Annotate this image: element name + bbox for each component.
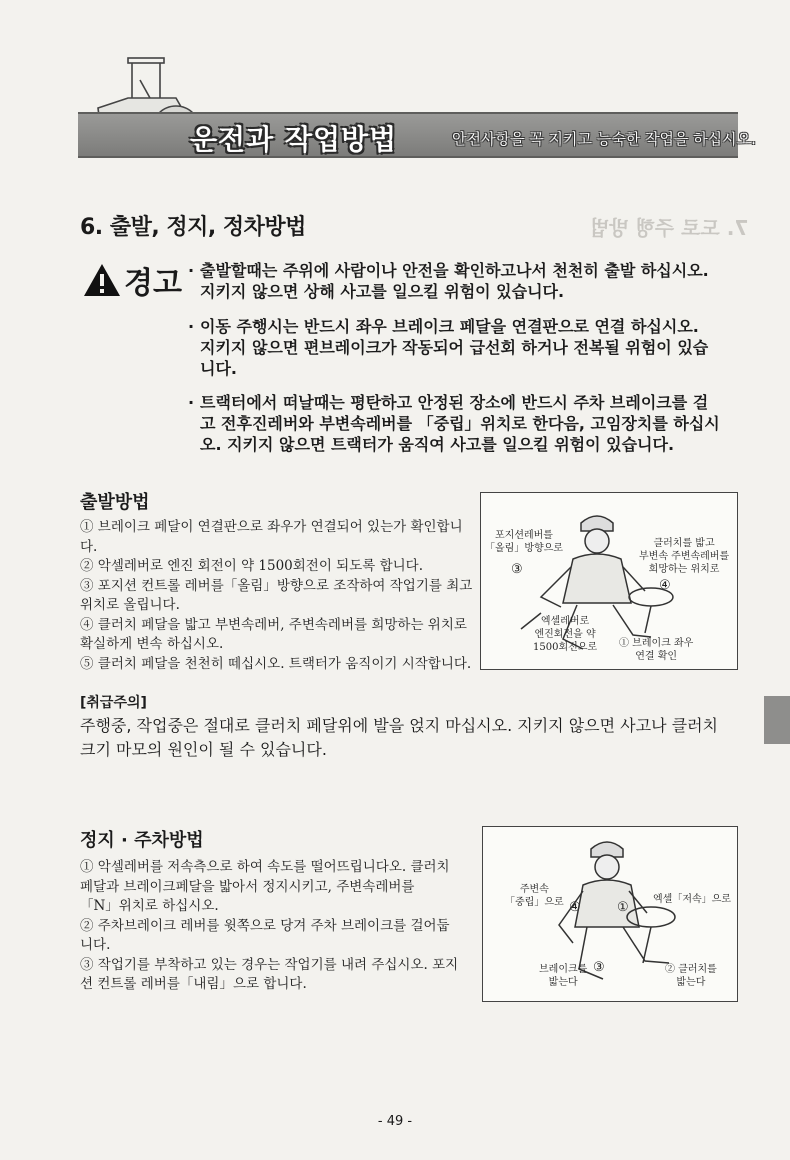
figure-label-accel: 엑셀레버로 엔진회전을 약 1500회전으로 (533, 616, 598, 653)
warning-bullet: · (188, 393, 195, 412)
figure-label-main-shift: 주변속 「중립」으로 (505, 884, 564, 908)
caution-line: 주행중, 작업중은 절대로 클러치 페달위에 발을 얹지 마십시오. 지키지 않으면 사고나 클러치 (80, 716, 718, 735)
start-procedure-steps (80, 518, 480, 674)
step-line: 션 컨트롤 레버를「내림」으로 합니다. (80, 976, 307, 992)
step-line: ① 브레이크 페달이 연결판으로 좌우가 연결되어 있는가 확인합니 (80, 519, 463, 535)
warning-bullet: · (188, 261, 195, 280)
caution-title: [취급주의] (80, 695, 147, 711)
step-line: 위치로 올립니다. (80, 597, 180, 613)
warning-text: 지키지 않으면 상해 사고를 일으킬 위험이 있습니다. (200, 282, 565, 301)
figure-marker-4: ④ (569, 900, 581, 915)
step-line: 「N」위치로 하십시오. (80, 898, 219, 914)
step-line: 니다. (80, 937, 111, 953)
warning-text: 트랙터에서 떠날때는 평탄하고 안정된 장소에 반드시 주차 브레이크를 걸 (200, 393, 709, 412)
figure-marker-3: ③ (511, 562, 523, 577)
stop-procedure-figure (482, 826, 738, 1002)
step-line: 다. (80, 538, 98, 555)
stop-procedure-steps (80, 858, 480, 995)
warning-item-3 (188, 392, 740, 455)
figure-label-position-lever: 포지션레버를 「올림」방향으로 (485, 530, 563, 554)
section-title: 6. 출발, 정지, 정차방법 (80, 215, 306, 240)
warning-item-2 (188, 316, 740, 379)
warning-item-1 (188, 260, 740, 302)
warning-text: 지키지 않으면 편브레이크가 작동되어 급선회 하거나 전복될 위험이 있습 (200, 338, 709, 357)
header-subtitle: 안전사항을 꼭 지키고 능숙한 작업을 하십시오. (452, 130, 756, 148)
step-line: 페달과 브레이크페달을 밟아서 정지시키고, 주변속레버를 (80, 878, 415, 895)
bleed-through-heading: 7. 도로 주행 방법 (590, 216, 749, 240)
caution-line: 크기 마모의 원인이 될 수 있습니다. (80, 740, 327, 759)
operator-illustration (481, 493, 737, 669)
warning-text: 오. 지키지 않으면 트랙터가 움직여 사고를 일으킬 위험이 있습니다. (200, 435, 675, 454)
warning-text: 출발할때는 주위에 사람이나 안전을 확인하고나서 천천히 출발 하십시오. (200, 261, 709, 280)
warning-label: 경고 (124, 266, 182, 301)
figure-label-clutch: ② 클러치를 밟는다 (665, 964, 717, 988)
warning-text: 니다. (200, 359, 237, 378)
step-line: ① 악셀레버를 저속측으로 하여 속도를 떨어뜨립니다오. 클러치 (80, 859, 450, 875)
start-procedure-figure (480, 492, 738, 670)
step-line: 확실하게 변속 하십시오. (80, 636, 224, 652)
warning-text: 이동 주행시는 반드시 좌우 브레이크 페달을 연결판으로 연결 하십시오. (200, 317, 699, 336)
figure-label-clutch: 클러치를 밟고 부변속 주변속레버를 희망하는 위치로 (639, 538, 730, 575)
figure-marker-4: ④ (659, 578, 671, 593)
figure-label-brake: 브레이크를 밟는다 (539, 964, 588, 988)
figure-marker-1: ① (617, 900, 629, 915)
step-line: ③ 작업기를 부착하고 있는 경우는 작업기를 내려 주십시오. 포지 (80, 956, 459, 973)
start-procedure-title: 출발방법 (80, 492, 150, 513)
step-line: ⑤ 클러치 페달을 천천히 떼십시오. 트랙터가 움직이기 시작합니다. (80, 655, 472, 672)
warning-bullet: · (188, 317, 195, 336)
side-thumb-tab (764, 696, 790, 744)
figure-label-accel: 엑셀「저속」으로 (653, 894, 731, 905)
warning-triangle-icon (82, 262, 122, 298)
step-line: ③ 포지션 컨트롤 레버를「올림」방향으로 조작하여 작업기를 최고 (80, 577, 473, 594)
stop-procedure-title: 정지 · 주차방법 (80, 830, 204, 851)
page-number: - 49 - (377, 1114, 413, 1129)
figure-label-brake: ① 브레이크 좌우 연결 확인 (619, 638, 694, 662)
step-line: ④ 클러치 페달을 밟고 부변속레버, 주변속레버를 희망하는 위치로 (80, 616, 467, 633)
step-line: ② 주차브레이크 레버를 윗쪽으로 당겨 주차 브레이크를 걸어둡 (80, 917, 450, 934)
figure-marker-3: ③ (593, 960, 605, 975)
caution-body (80, 714, 740, 762)
header-title: 운전과 작업방법 (190, 123, 398, 156)
step-line: ② 악셀레버로 엔진 회전이 약 1500회전이 되도록 합니다. (80, 558, 424, 574)
warning-text: 고 전후진레버와 부변속레버를 「중립」위치로 한다음, 고임장치를 하십시 (200, 414, 720, 433)
